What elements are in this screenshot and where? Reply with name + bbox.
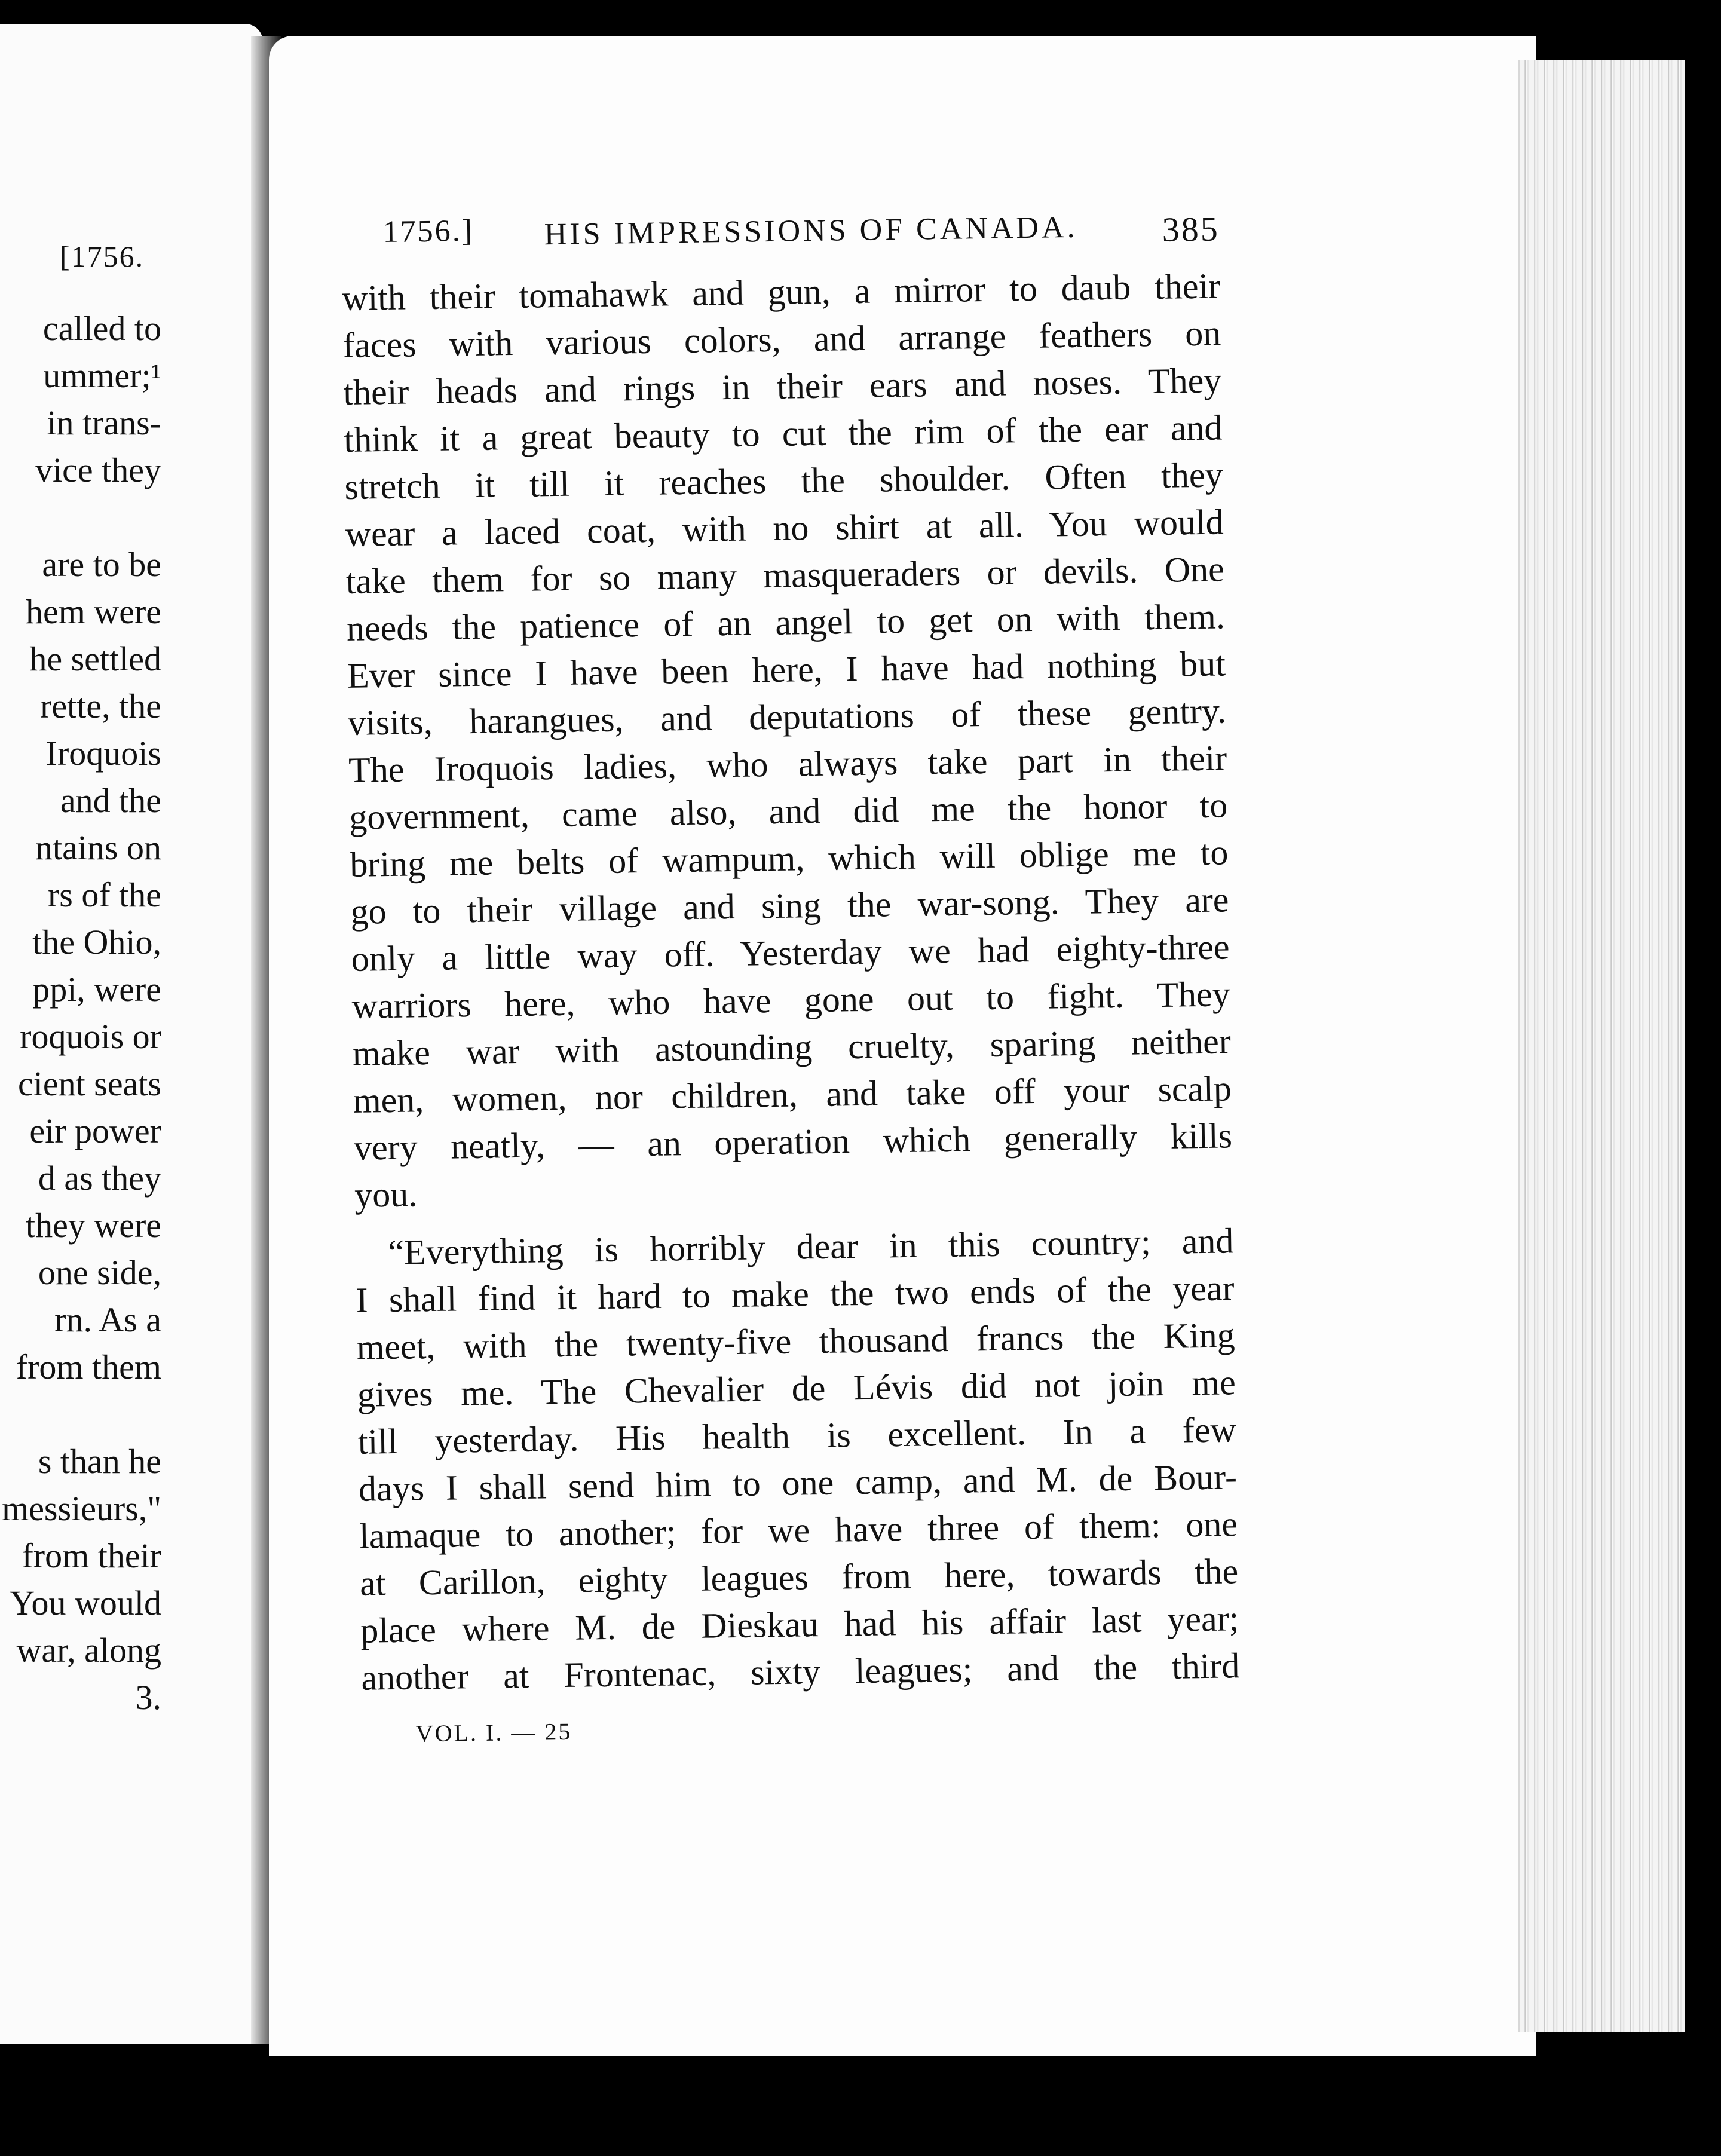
text-line: gives me. The Chevalier de Lévis did not join me (357, 1362, 1236, 1414)
left-text-line: from their (22, 1536, 161, 1575)
left-text-line: hem were (25, 592, 161, 631)
left-text-line: he settled (29, 639, 161, 678)
text-line: needs the patience of an angel to get on with them. (346, 596, 1226, 648)
text-line: meet, with the twenty-five thousand francs the King (356, 1315, 1236, 1367)
left-text-line: 3. (135, 1678, 161, 1717)
left-text-line: Iroquois (45, 734, 161, 773)
text-line: at Carillon, eighty leagues from here, towards the (359, 1551, 1239, 1603)
text-line: with their tomahawk and gun, a mirror to daub their (341, 266, 1221, 318)
left-text-line: war, along (16, 1631, 161, 1670)
text-line: take them for so many masqueraders or devils. One (345, 549, 1225, 601)
text-line: Ever since I have been here, I have had nothing but (347, 644, 1226, 696)
page-number: 385 (1162, 209, 1220, 249)
left-text-line: and the (60, 781, 161, 820)
left-text-line: rn. As a (54, 1300, 161, 1339)
paragraph-1 (342, 262, 1233, 1218)
left-text-line: vice they (35, 451, 161, 489)
page-edge-shadow (1685, 54, 1721, 2038)
left-text-line: one side, (38, 1253, 161, 1292)
left-text-line: eir power (29, 1111, 161, 1150)
header-title: HIS IMPRESSIONS OF CANADA. (544, 210, 1078, 252)
text-line: The Iroquois ladies, who always take part in their (348, 738, 1227, 790)
left-text-line: are to be (42, 545, 161, 584)
text-line: think it a great beauty to cut the rim of the ear and (344, 408, 1223, 460)
right-page-text-block (341, 191, 1240, 1747)
text-line: place where M. de Dieskau had his affair last year; (360, 1598, 1239, 1650)
left-text-line (0, 494, 161, 541)
text-line: make war with astounding cruelty, sparing neither (352, 1021, 1232, 1073)
left-text-line: cient seats (18, 1064, 161, 1103)
left-text-line: roquois or (20, 1017, 161, 1056)
left-text-line: they were (25, 1206, 161, 1245)
left-text-line: in trans- (47, 403, 161, 442)
text-line: another at Frontenac, sixty leagues; and the third (360, 1646, 1240, 1698)
left-text-line: rette, the (40, 687, 161, 725)
text-line: visits, harangues, and deputations of these gentry. (347, 691, 1227, 743)
paragraph-2 (355, 1217, 1240, 1701)
text-line: faces with various colors, and arrange feathers on (342, 313, 1221, 365)
text-line: wear a laced coat, with no shirt at all. You would (345, 502, 1224, 554)
left-text-line: d as they (38, 1159, 161, 1198)
text-line: warriors here, who have gone out to fight. They (351, 974, 1231, 1026)
text-line: men, women, nor children, and take off your scalp (353, 1068, 1232, 1120)
left-text-line: ntains on (35, 828, 161, 867)
text-line: their heads and rings in their ears and noses. They (342, 360, 1222, 412)
left-text-line: You would (10, 1584, 161, 1622)
header-year: 1756.] (382, 213, 474, 250)
left-page (0, 24, 263, 2044)
left-text-line: called to (42, 309, 161, 348)
text-line: bring me belts of wampum, which will oblige me to (349, 832, 1229, 884)
text-line: only a little way off. Yesterday we had eighty-three (351, 927, 1230, 979)
text-line: stretch it till it reaches the shoulder. Often they (344, 455, 1223, 507)
text-line: till yesterday. His health is excellent. In a few (357, 1410, 1237, 1462)
signature-mark: VOL. I. — 25 (415, 1717, 572, 1747)
page-edges (1518, 60, 1699, 2032)
left-text-line: ummer;¹ (43, 356, 161, 395)
left-page-header: [1756. (60, 240, 145, 273)
text-line: days I shall send him to one camp, and M. de Bour- (358, 1457, 1238, 1509)
left-text-line: ppi, were (32, 970, 161, 1009)
text-line: very neatly, — an operation which generally kills (353, 1116, 1233, 1168)
text-line: go to their village and sing the war-song. They are (350, 880, 1229, 932)
text-line: lamaque to another; for we have three of them: one (359, 1504, 1238, 1556)
left-page-text (0, 305, 161, 1721)
left-text-line: the Ohio, (32, 923, 161, 961)
text-line: I shall find it hard to make the two ends of the year (356, 1268, 1235, 1320)
left-text-line: messieurs," (2, 1489, 161, 1528)
text-line: you. (354, 1174, 418, 1215)
text-line: “Everything is horribly dear in this country; and (388, 1221, 1234, 1273)
text-line: government, came also, and did me the honor to (348, 785, 1228, 837)
left-text-line: from them (16, 1348, 161, 1386)
left-text-line (0, 1391, 161, 1438)
running-header (341, 191, 1220, 275)
left-text-line: rs of the (47, 875, 161, 914)
left-text-line: s than he (38, 1442, 161, 1481)
